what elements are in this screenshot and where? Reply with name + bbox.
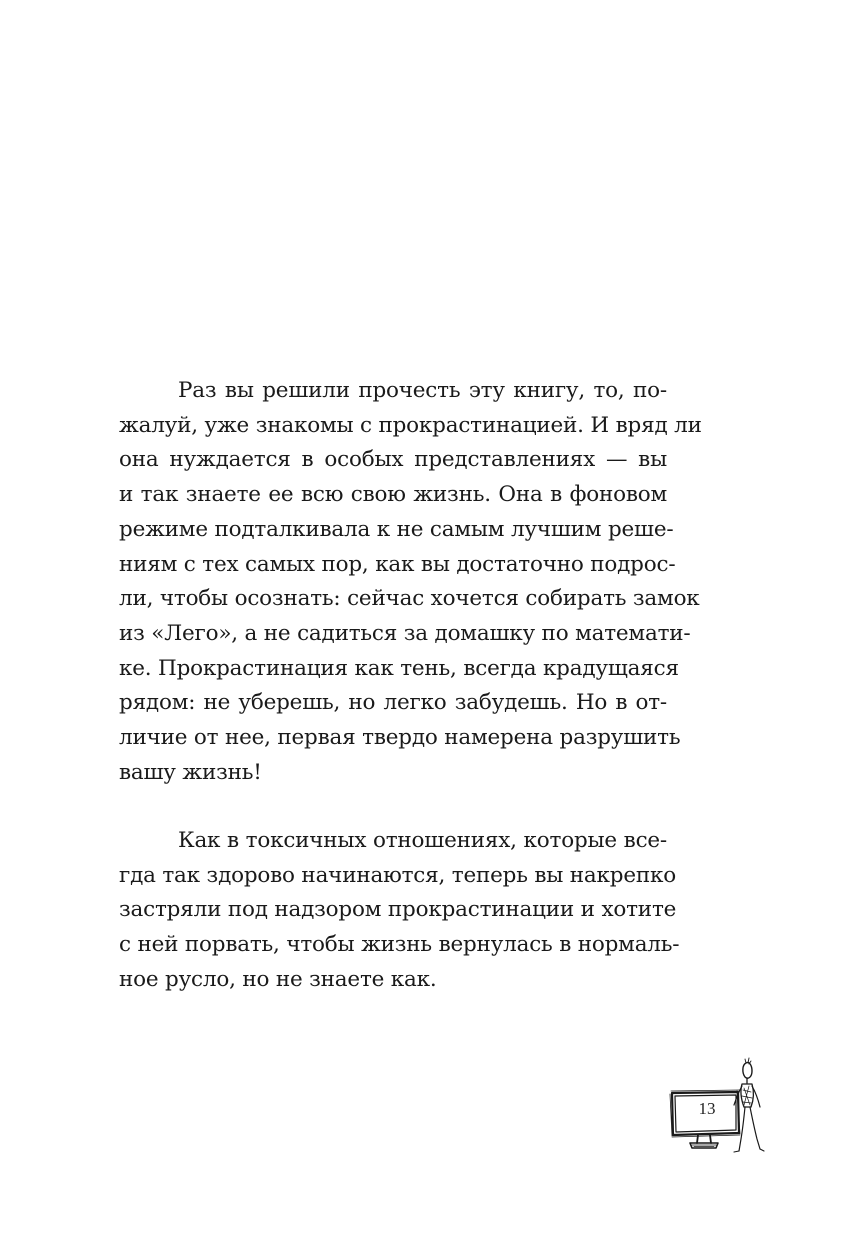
text-line: гда так здорово начинаются, теперь вы накрепко	[119, 862, 676, 888]
text-line: Как в токсичных отношениях, которые все-	[178, 828, 667, 853]
text-line: застряли под надзором прокрастинации и хотите	[119, 897, 677, 923]
paragraph-2	[119, 824, 680, 998]
text-line: ниям с тех самых пор, как вы достаточно подрос-	[119, 551, 676, 577]
text-line: Раз вы решили прочесть эту книгу, то, по-	[178, 378, 667, 403]
text-line: из «Лего», а не садиться за домашку по математи-	[119, 620, 691, 646]
text-line: личие от нее, первая твердо намерена разрушить	[119, 725, 681, 751]
paragraph-1	[119, 374, 702, 790]
text-line: ное русло, но не знаете как.	[119, 966, 437, 992]
text-line: рядом: не уберешь, но легко забудешь. Но в от-	[119, 690, 667, 716]
text-line: вашу жизнь!	[119, 759, 262, 785]
text-line: она нуждается в особых представлениях — вы	[119, 447, 667, 473]
text-line: ли, чтобы осознать: сейчас хочется собирать замок	[119, 586, 700, 612]
page-number: 13	[698, 1099, 716, 1118]
text-line: ке. Прокрастинация как тень, всегда крадущаяся	[119, 655, 679, 681]
text-line: и так знаете ее всю свою жизнь. Она в фоновом	[119, 482, 667, 508]
text-line: жалуй, уже знакомы с прокрастинацией. И вряд ли	[119, 412, 702, 438]
text-line: с ней порвать, чтобы жизнь вернулась в нормаль-	[119, 932, 680, 958]
text-line: режиме подталкивала к не самым лучшим реше-	[119, 516, 674, 542]
